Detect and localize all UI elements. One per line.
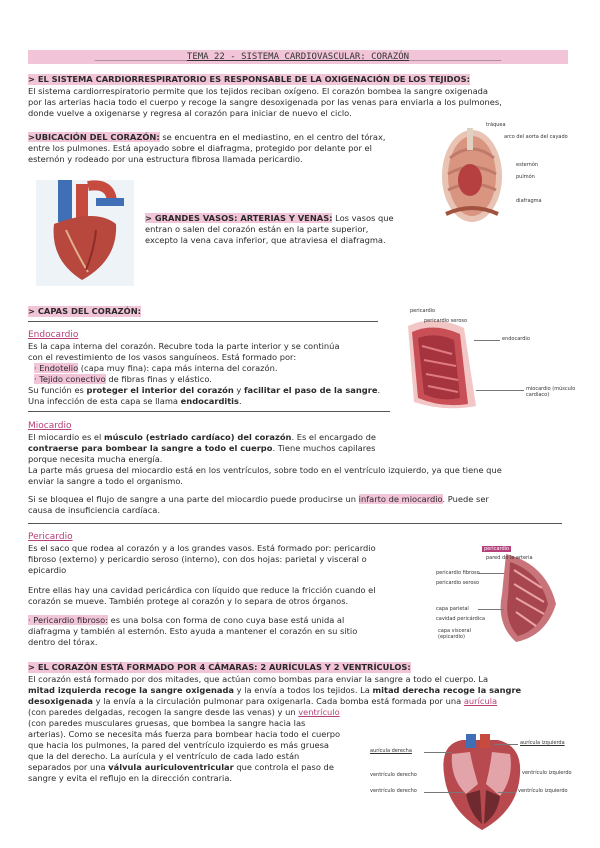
location-line-3: esternón y rodeado por una estructura fibrosa llamada pericardio. — [28, 154, 303, 164]
chamber-label-right-ventricle-2: ventrículo derecho — [370, 788, 417, 794]
myocardium-title: Miocardio — [28, 421, 72, 431]
chamber-label-left-ventricle: ventrículo izquierdo — [522, 770, 572, 776]
chambers-text-3: y la envía a la circulación pulmonar para oxigenarla. Cada bomba está formada por una — [93, 696, 464, 706]
chamber-leader-rv — [424, 792, 464, 793]
heart-illustration — [36, 180, 134, 286]
chambers-line-4 — [28, 707, 340, 718]
chamber-label-left-ventricle-2: ventrículo izquierdo — [518, 788, 568, 794]
endocarditis-term: endocarditis — [180, 396, 239, 406]
layers-divider — [28, 321, 378, 322]
myocardium-line-2 — [28, 443, 375, 454]
deoxygenated-text: desoxigenada — [28, 696, 94, 706]
heart-chambers-illustration — [370, 734, 592, 834]
endocardium-title: Endocardio — [28, 330, 79, 340]
peri-label-artery-wall: pared de la arteria — [486, 555, 533, 561]
great-vessels-paragraph — [145, 213, 394, 224]
peri-label-parietal: capa parietal — [436, 606, 469, 612]
peri-leader-parietal — [478, 609, 504, 610]
oxygenation-line-2: por las arterias hacia todo el cuerpo y recoge la sangre desoxigenada por las venas para enviarla a los pulmones, — [28, 97, 502, 107]
pericardium-line-8: dentro del tórax. — [28, 637, 98, 647]
thorax-label-lung: pulmón — [516, 174, 535, 180]
thorax-label-diaphragm: diafragma — [516, 198, 542, 204]
infarction-text-2: . Puede ser — [442, 494, 489, 504]
chambers-line-10: sangre y evita el reflujo en la dirección contraria. — [28, 773, 233, 783]
endocardium-line-2: con el revestimiento de los vasos sanguíneos. Está formado por: — [28, 352, 297, 362]
peri-label-visceral: capa visceral (epicardio) — [438, 628, 471, 640]
heart-wall-layers-illustration — [404, 306, 594, 416]
av-valve-term: válvula auriculoventricular — [108, 762, 234, 772]
pericardium-illustration — [436, 544, 586, 646]
chambers-line-3 — [28, 696, 497, 707]
chamber-label-right-atrium: aurícula derecha — [370, 748, 412, 754]
chambers-line-2 — [28, 685, 521, 696]
myocardium-divider — [28, 523, 562, 524]
myocardium-line-3: porque necesita mucha energía. — [28, 454, 163, 464]
myocardium-line-1 — [28, 432, 376, 443]
function-text-2: y — [233, 385, 244, 395]
endocardium-line-1: Es la capa interna del corazón. Recubre toda la parte interior y se continúa — [28, 341, 340, 351]
ventricle-term: ventrículo — [298, 707, 340, 717]
location-heading: >UBICACIÓN DEL CORAZÓN: — [28, 132, 160, 142]
endocarditis-text: Una infección de esta capa se llama — [28, 396, 181, 406]
pericardium-title: Pericardio — [28, 532, 73, 542]
endocardium-divider — [28, 411, 390, 412]
great-vessels-line-3: excepto la vena cava inferior, que atraviesa el diafragma. — [145, 235, 386, 245]
chamber-leader-la — [494, 744, 518, 745]
function-blood-flow: facilitar el paso de la sangre — [243, 385, 378, 395]
infarction-term: infarto de miocardio — [358, 494, 443, 504]
peri-leader-fibrous — [478, 573, 504, 574]
location-line-2: entre los pulmones. Está apoyado sobre el diafragma, protegido por delante por el — [28, 143, 372, 153]
title-dashes-right: _________________ — [409, 52, 502, 62]
thorax-label-sternum: esternón — [516, 162, 539, 168]
wall-label-serous-pericardium: pericardio seroso — [424, 318, 468, 324]
myocardium-line-4: La parte más gruesa del miocardio está en los ventrículos, sobre todo en el ventrículo izquierdo, ya que tiene que — [28, 465, 502, 475]
pericardium-line-4: Entre ellas hay una cavidad pericárdica con líquido que reduce la fricción cuando el — [28, 585, 376, 595]
pericardium-line-5: corazón se mueve. También protege al corazón y lo separa de otros órganos. — [28, 596, 349, 606]
chambers-line-5: (con paredes musculares gruesas, que bombea la sangre hacia las — [28, 718, 306, 728]
myocardium-muscle: músculo (estriado cardíaco) del corazón — [103, 432, 292, 442]
connective-tissue-desc: de fibras finas y elástico. — [105, 374, 212, 384]
endothelium-term: · Endotelio — [34, 363, 79, 373]
oxygenation-line-1: El sistema cardiorrespiratorio permite que los tejidos reciban oxígeno. El corazón bombea la sangre oxigenada — [28, 86, 489, 96]
great-vessels-line-2: entran o salen del corazón están en la parte superior, — [145, 224, 369, 234]
endocarditis-end: . — [238, 396, 242, 406]
myocardium-text-2: . Es el encargado de — [291, 432, 376, 442]
pericardium-line-1: Es el saco que rodea al corazón y a los grandes vasos. Está formado por: pericardio — [28, 543, 376, 553]
wall-label-pericardium: pericardio — [410, 308, 436, 314]
myocardium-line-5: enviar la sangre a todo el organismo. — [28, 476, 183, 486]
myocardium-capillaries: . Tiene muchos capilares — [272, 443, 376, 453]
function-text-3: . — [377, 385, 381, 395]
pericardium-line-6 — [28, 615, 344, 626]
chambers-line-7: que hacia los pulmones, la pared del ventrículo izquierdo es más gruesa — [28, 740, 329, 750]
chambers-text-2: y la envía a todos los tejidos. La — [234, 685, 373, 695]
location-line-1: se encuentra en el mediastino, en el centro del tórax, — [159, 132, 386, 142]
myocardium-text-1: El miocardio es el — [28, 432, 104, 442]
title-dashes-left: _________________ — [94, 52, 187, 62]
page-title: TEMA 22 - SISTEMA CARDIOVASCULAR: CORAZÓN — [186, 52, 410, 62]
wall-leader-myocardium — [476, 390, 524, 391]
thorax-label-aorta: arco del aorta del cayado — [504, 134, 568, 140]
fibrous-pericardium-desc: es una bolsa con forma de cono cuya base está unida al — [108, 615, 345, 625]
fibrous-pericardium-term: · Pericardio fibroso: — [28, 615, 108, 625]
pericardium-line-7: diafragma y también al esternón. Esto ayuda a mantener el corazón en su sitio — [28, 626, 358, 636]
page-title-bar — [28, 50, 568, 64]
atrium-term: aurícula — [463, 696, 498, 706]
pericardium-tag: pericardio — [484, 546, 510, 552]
chamber-leader-ra — [424, 752, 452, 753]
layers-heading: > CAPAS DEL CORAZÓN: — [28, 306, 141, 316]
peri-label-cavity: cavidad pericárdica — [436, 616, 486, 622]
pericardium-line-2: fibroso (externo) y pericardio seroso (interno), con dos hojas: parietal y visceral o — [28, 554, 367, 564]
myocardium-line-7: causa de insuficiencia cardíaca. — [28, 505, 160, 515]
oxygenation-line-3: donde vuelve a oxigenarse y regresa al corazón para iniciar de nuevo el ciclo. — [28, 108, 352, 118]
left-half-text: mitad izquierda recoge la sangre oxigenada — [28, 685, 235, 695]
function-protect: proteger el interior del corazón — [86, 385, 234, 395]
chambers-line-6: arterias). Como se necesita más fuerza para bombear hacia todo el cuerpo — [28, 729, 341, 739]
wall-label-endocardium: endocardio — [502, 336, 530, 342]
endocardium-bullet-2 — [34, 374, 212, 385]
section-oxygenation-heading: > EL SISTEMA CARDIORRESPIRATORIO ES RESPONSABLE DE LA OXIGENACIÓN DE LOS TEJIDOS: — [28, 74, 470, 84]
peri-label-serous: pericardio seroso — [436, 580, 480, 586]
wall-label-myocardium: miocardio (músculo cardíaco) — [526, 386, 576, 398]
great-vessels-heading: > GRANDES VASOS: ARTERIAS Y VENAS: — [145, 213, 333, 223]
endocardium-bullet-1 — [34, 363, 278, 374]
infarction-text: Si se bloquea el flujo de sangre a una parte del miocardio puede producirse un — [28, 494, 359, 504]
chamber-label-right-ventricle: ventrículo derecho — [370, 772, 417, 778]
chambers-text-4: (con paredes delgadas, recogen la sangre desde las venas) y un — [28, 707, 299, 717]
chambers-line-8: que la del derecho. La aurícula y el ventrículo de cada lado están — [28, 751, 300, 761]
function-text-1: Su función es — [28, 385, 87, 395]
chambers-line-1: El corazón está formado por dos mitades, que actúan como bombas para enviar la sangre a todo el cuerpo. La — [28, 674, 489, 684]
right-half-text: mitad derecha recoge la sangre — [372, 685, 522, 695]
valve-text-2: que controla el paso de — [233, 762, 334, 772]
thorax-illustration — [436, 118, 576, 230]
thorax-label-trachea: tráquea — [486, 122, 506, 128]
great-vessels-line-1: Los vasos que — [332, 213, 394, 223]
valve-text-1: separados por una — [28, 762, 109, 772]
connective-tissue-term: · Tejido conectivo — [34, 374, 106, 384]
wall-leader-endocardium — [474, 340, 500, 341]
myocardium-line-6 — [28, 494, 489, 505]
myocardium-pump: contraerse para bombear la sangre a todo el cuerpo — [28, 443, 273, 453]
chamber-leader-lv — [498, 792, 516, 793]
endocardium-function — [28, 385, 380, 396]
chamber-label-left-atrium: aurícula izquierda — [520, 740, 565, 746]
pericardium-line-3: epicardio — [28, 565, 67, 575]
endocarditis-line — [28, 396, 242, 407]
peri-label-fibrous: pericardio fibroso — [436, 570, 480, 576]
chambers-heading: > EL CORAZÓN ESTÁ FORMADO POR 4 CÁMARAS: 2 AURÍCULAS Y 2 VENTRÍCULOS: — [28, 662, 411, 672]
location-paragraph — [28, 132, 386, 143]
chambers-line-9 — [28, 762, 334, 773]
endothelium-desc: (capa muy fina): capa más interna del corazón. — [78, 363, 278, 373]
